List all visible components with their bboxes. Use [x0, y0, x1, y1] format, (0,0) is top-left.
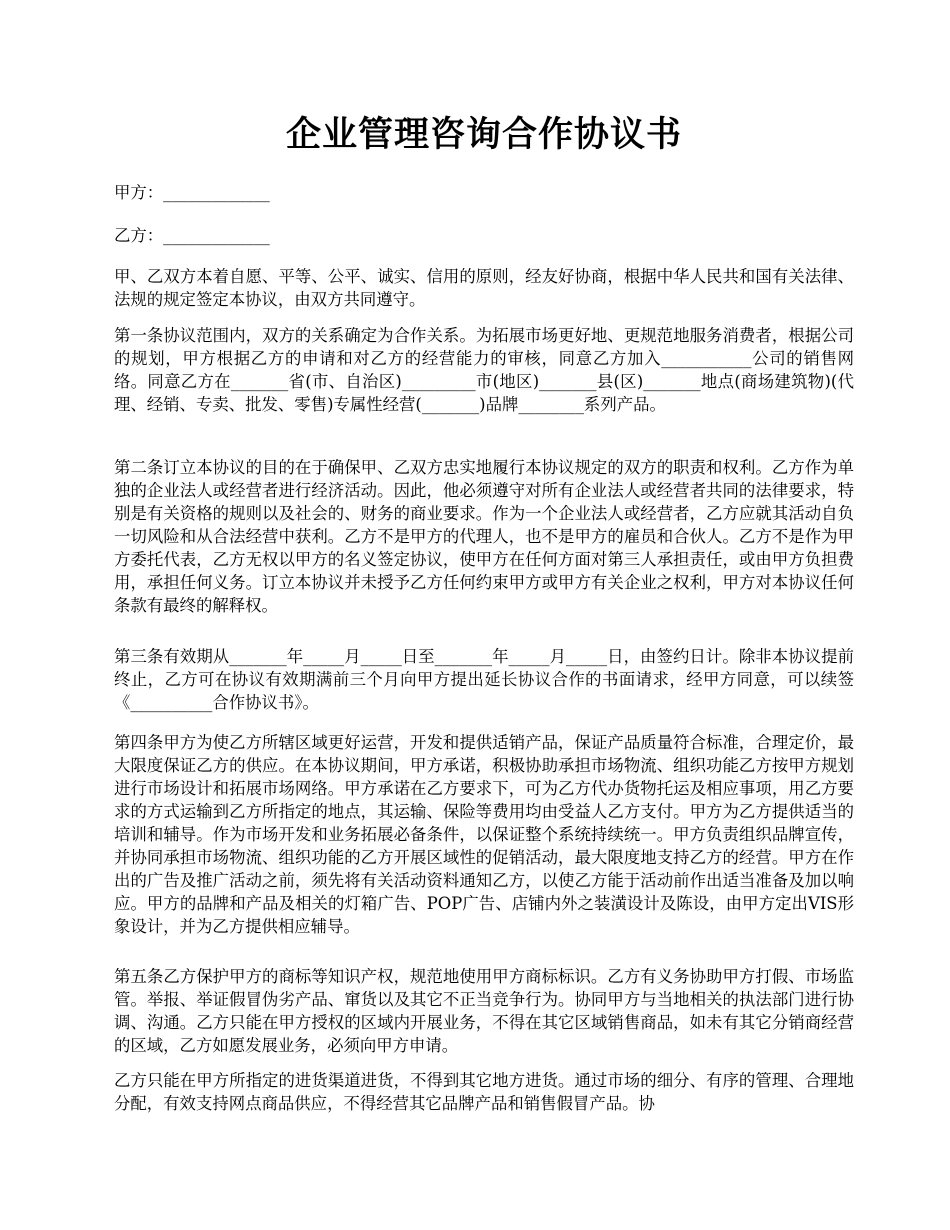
party-b-line: 乙方：_____________ [114, 226, 270, 245]
article-4-paragraph: 第四条甲方为使乙方所辖区域更好运营，开发和提供适销产品，保证产品质量符合标准，合理定价，最大限度保证乙方的供应。在本协议期间，甲方承诺，积极协助承担市场物流、组织功能乙方按甲方规划进行市场设计和拓展市场网络。甲方承诺在乙方要求下，可为乙方代办货物托运及相应事项，用乙方要求的方式运输到乙方所指定的地点，其运输、保险等费用均由受益人乙方支付。甲方为乙方提供适当的培训和辅导。作为市场开发和业务拓展必备条件，以保证整个系统持续统一。甲方负责组织品牌宣传，并协同承担市场物流、组织功能的乙方开展区域性的促销活动，最大限度地支持乙方的经营。甲方在作出的广告及推广活动之前，须先将有关活动资料通知乙方，以使乙方能于活动前作出适当准备及加以响应。甲方的品牌和产品及相关的灯箱广告、POP广告、店铺内外之装潢设计及陈设，由甲方定出VIS形象设计，并为乙方提供相应辅导。 [114, 733, 854, 936]
document-title: 企业管理咨询合作协议书 [285, 114, 682, 155]
article-3-paragraph: 第三条有效期从_______年_____月_____日至_______年_____月_____日，由签约日计。除非本协议提前终止，乙方可在协议有效期满前三个月向甲方提出延长协议合作的书面请求，经甲方同意，可以续签《__________合作协议书》。 [114, 647, 854, 712]
article-2-paragraph: 第二条订立本协议的目的在于确保甲、乙双方忠实地履行本协议规定的双方的职责和权利。乙方作为单独的企业法人或经营者进行经济活动。因此，他必须遵守对所有企业法人或经营者共同的法律要求，特别是有关资格的规则以及社会的、财务的商业要求。作为一个企业法人或经营者，乙方应就其活动自负一切风险和从合法经营中获利。乙方不是甲方的代理人，也不是甲方的雇员和合伙人。乙方不是作为甲方委托代表，乙方无权以甲方的名义签定协议，使甲方在任何方面对第三人承担责任，或由甲方负担费用，承担任何义务。订立本协议并未授予乙方任何约束甲方或甲方有关企业之权利，甲方对本协议任何条款有最终的解释权。 [114, 458, 854, 615]
article-5-paragraph: 第五条乙方保护甲方的商标等知识产权，规范地使用甲方商标标识。乙方有义务协助甲方打假、市场监管。举报、举证假冒伪劣产品、窜货以及其它不正当竞争行为。协同甲方与当地相关的执法部门进行协调、沟通。乙方只能在甲方授权的区域内开展业务，不得在其它区域销售商品，如未有其它分销商经营的区域，乙方如愿发展业务，必须向甲方申请。 [114, 967, 854, 1055]
preamble-paragraph: 甲、乙双方本着自愿、平等、公平、诚实、信用的原则，经友好协商，根据中华人民共和国有关法律、法规的规定签定本协议，由双方共同遵守。 [114, 267, 854, 309]
article-1-paragraph: 第一条协议范围内，双方的关系确定为合作关系。为拓展市场更好地、更规范地服务消费者，根据公司的规划，甲方根据乙方的申请和对乙方的经营能力的审核，同意乙方加入___________公司的销售网络。同意乙方在_______省(市、自治区)_________市(地区)_______县(区)_______地点(商场建筑物)(代理、经销、专卖、批发、零售)专属性经营(_______)品牌________系列产品。 [114, 326, 854, 414]
closing-paragraph: 乙方只能在甲方所指定的进货渠道进货，不得到其它地方进货。通过市场的细分、有序的管理、合理地分配，有效支持网点商品供应，不得经营其它品牌产品和销售假冒产品。协 [114, 1071, 854, 1113]
party-a-line: 甲方：_____________ [114, 183, 270, 202]
